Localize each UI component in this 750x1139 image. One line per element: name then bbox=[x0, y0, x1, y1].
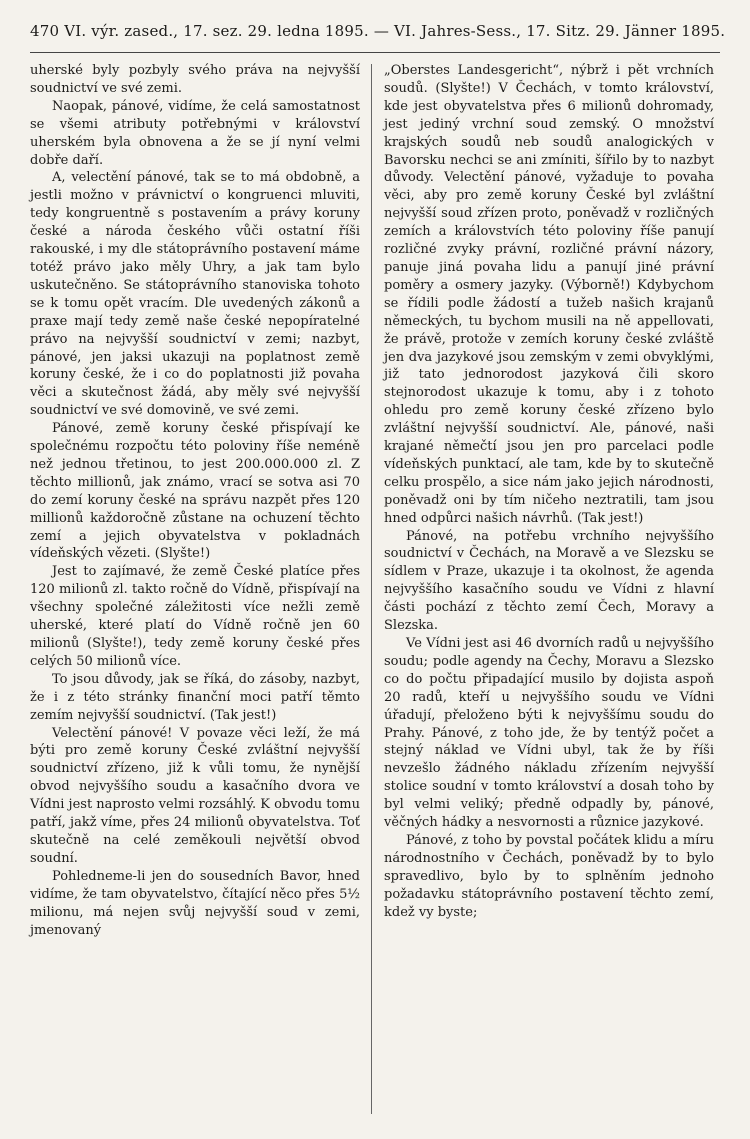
paragraph: Naopak, pánové, vidíme, že celá samostatnost se všemi atributy potřebnými v království uherském byla obnovena a že se jí nyní velmi dobře daří. bbox=[30, 98, 360, 168]
paragraph: uherské byly pozbyly svého práva na nejvyšší soudnictví ve své zemi. bbox=[30, 63, 360, 96]
paragraph: Pohledneme-li jen do sousedních Bavor, hned vidíme, že tam obyvatelstvo, čítající něco přes 5½ milionu, má nejen svůj nejvyšší soud v zemi, jmenovaný bbox=[30, 868, 360, 938]
paragraph: Velectění pánové! V povaze věci leží, že má býti pro země koruny České zvláštní nejvyšší soudnictví zřízeno, již k vůli tomu, že nynější obvod nejvyššího soudu a kasačního dvora ve Vídni jest naprosto velmi rozsáhlý. K obvodu tomu patří, jakž víme, přes 24 milionů obyvatelstva. Toť skutečně na celé zeměkouli největší obvod soudní. bbox=[30, 725, 360, 866]
left-column bbox=[30, 62, 360, 939]
paragraph: Jest to zajímavé, že země České platíce přes 120 milionů zl. takto ročně do Vídně, přispívají na všechny společné záležitosti více nežli země uherské, které platí do Vídně ročně jen 60 milionů (Slyšte!), tedy země koruny české přes celých 50 milionů více. bbox=[30, 564, 360, 669]
column-divider bbox=[371, 64, 372, 1114]
right-column bbox=[384, 62, 714, 922]
paragraph: To jsou důvody, jak se říká, do zásoby, nazbyt, že i z této stránky finanční moci patří těmto zemím nejvyšší soudnictví. (Tak jest!) bbox=[30, 671, 360, 723]
paragraph: Ve Vídni jest asi 46 dvorních radů u nejvyššího soudu; podle agendy na Čechy, Moravu a Slezsko co do počtu připadající musilo by dojista aspoň 20 radů, kteří u nejvyššího soudu ve Vídni úřadují, přeloženo býti k nejvyššímu soudu do Prahy. Pánové, z toho jde, že by tentýž počet a stejný náklad ve Vídni ubyl, tak že by říši nevzešlo žádného nákladu zřízením nejvyšší stolice soudní v tomto království a dosah toho by byl velmi veliký; předně odpadly by, pánové, věčných hádky a nesvornosti a různice jazykové. bbox=[384, 636, 714, 831]
paragraph: „Oberstes Landesgericht“, nýbrž i pět vrchních soudů. (Slyšte!) V Čechách, v tomto království, kde jest obyvatelstva přes 6 milionů dohromady, jest jediný vrchní soud zemský. O množství krajských soudů neb soudů analogických v Bavorsku nechci se ani zmíniti, šířilo by to nazbyt důvody. Velectění pánové, vyžaduje to povaha věci, aby pro země koruny České byl zvláštní nejvyšší soud zřízen proto, poněvadž v rozličných zemích a královstvích této poloviny říše panují rozličné zvyky právní, rozličné právní názory, panuje jiná povaha lidu a panují jiné právní poměry a osmery jazyky. (Výborně!) Kdybychom se řídili podle žádostí a tužeb našich krajanů německých, tu bychom musili na ně appellovati, že právě, protože v zemích koruny české zvláště jen dva jazykové jsou zemským v zemi obvyklými, již tato jednorodost jazyková čili skoro stejnorodost ukazuje k tomu, aby i z tohoto ohledu pro země koruny české zřízeno bylo zvláštní nejvyšší soudnictví. Ale, pánové, naši krajané němečtí jsou jen pro parcelaci podle vídeňských punktací, ale tam, kde by to skutečně celku prospělo, a sice nám jako jejich národnosti, poněvadž oni by tím ničeho neztratili, tam jsou hned odpůrci našich návrhů. (Tak jest!) bbox=[384, 63, 714, 526]
paragraph: Pánové, z toho by povstal počátek klidu a míru národnostního v Čechách, poněvadž by to bylo spravedlivo, bylo by to splněním jednoho požadavku státoprávního postavení těchto zemí, kdež vy byste; bbox=[384, 832, 714, 920]
paragraph: Pánové, na potřebu vrchního nejvyššího soudnictví v Čechách, na Moravě a ve Slezsku se sídlem v Praze, ukazuje i ta okolnost, že agenda nejvyššího kasačního soudu ve Vídni z hlavní části pochází z těchto zemí Čech, Moravy a Slezska. bbox=[384, 528, 714, 634]
page-header: 470 VI. výr. zased., 17. sez. 29. ledna 1895. — VI. Jahres-Sess., 17. Sitz. 29. Jänner 1895. bbox=[30, 22, 726, 40]
paragraph: A, velectění pánové, tak se to má obdobně, a jestli možno v právnictví o kongruenci mluviti, tedy kongruentně s postavením a právy koruny české a národa českého vůči ostatní říši rakouské, i my dle státoprávního postavení máme totéž právo jako měly Uhry, a jak tam bylo uskutečněno. Se státoprávního stanoviska tohoto se k tomu opět vracím. Dle uvedených zákonů a praxe mají tedy země naše české nepopíratelné právo na nejvyšší soudnictví v zemi; nazbyt, pánové, jen jaksi ukazuji na poplatnost země koruny české, že i co do poplatnosti již povaha věci a skutečnost žádá, aby měly své nejvyšší soudnictví ve své domovině, ve své zemi. bbox=[30, 170, 360, 419]
header-rule bbox=[30, 52, 720, 53]
paragraph: Pánové, země koruny české přispívají ke společnému rozpočtu této poloviny říše neméně než jednou třetinou, to jest 200.000.000 zl. Z těchto millionů, jak známo, vrací se sotva asi 70 do zemí koruny české na správu nazpět přes 120 millionů každoročně zůstane na ochuzení těchto zemí a jejich obyvatelstva v pokladnách vídeňských vězeti. (Slyšte!) bbox=[30, 421, 360, 562]
